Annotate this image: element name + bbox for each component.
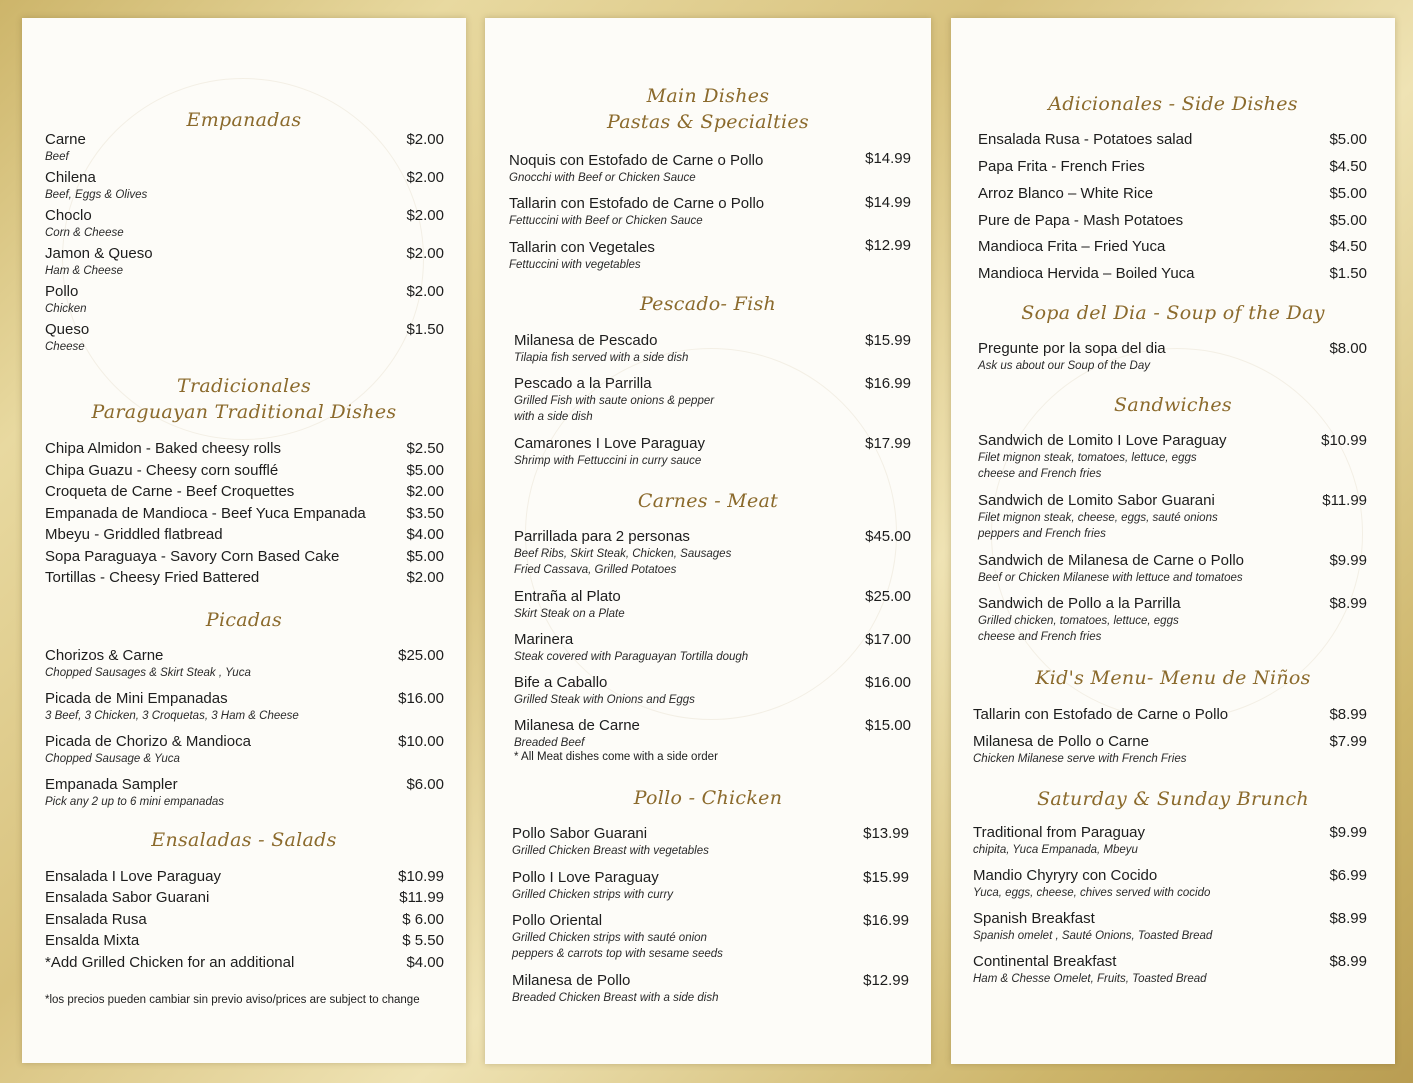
menu-item xyxy=(514,332,688,366)
menu-item xyxy=(973,953,1207,987)
menu-item-description: Shrimp with Fettuccini in curry sauce xyxy=(514,455,702,467)
menu-item xyxy=(514,588,625,622)
menu-item-price: $15.99 xyxy=(865,332,911,349)
menu-item-price: $8.99 xyxy=(1329,595,1367,612)
menu-item-description: Fettuccini with Beef or Chicken Sauce xyxy=(509,215,703,227)
menu-item xyxy=(973,733,1186,767)
menu-item-name: Pollo xyxy=(45,283,79,300)
menu-item-price: $16.00 xyxy=(398,690,444,707)
menu-item xyxy=(512,869,673,903)
menu-item-price: $5.00 xyxy=(406,548,444,565)
menu-item xyxy=(509,152,763,186)
menu-item-price: $12.99 xyxy=(863,972,909,989)
menu-item-price: $5.00 xyxy=(1329,185,1367,202)
meat-side-note: * All Meat dishes come with a side order xyxy=(514,751,718,763)
menu-item-description: Pick any 2 up to 6 mini empanadas xyxy=(45,796,224,808)
menu-item-price: $8.99 xyxy=(1329,910,1367,927)
menu-item-description: Chicken xyxy=(45,303,87,315)
menu-item-description: Beef, Eggs & Olives xyxy=(45,189,148,201)
menu-item xyxy=(514,435,705,469)
menu-item-name: Mandio Chyryry con Cocido xyxy=(973,867,1158,884)
menu-item-description: Fettuccini with vegetables xyxy=(509,259,641,271)
menu-item-description: Beef Ribs, Skirt Steak, Chicken, Sausages xyxy=(514,548,732,560)
menu-item-name: Milanesa de Pescado xyxy=(514,332,658,349)
menu-item xyxy=(978,432,1227,482)
section-title-traditional: Tradicionales xyxy=(176,375,311,397)
menu-item: Chipa Guazu - Cheesy corn soufflé xyxy=(45,462,279,479)
menu-item-description: Gnocchi with Beef or Chicken Sauce xyxy=(509,172,696,184)
menu-item-price: $6.99 xyxy=(1329,867,1367,884)
section-title-sides: Adicionales - Side Dishes xyxy=(1048,93,1298,115)
menu-item-price: $5.00 xyxy=(1329,131,1367,148)
menu-item-name: Sandwich de Lomito Sabor Guarani xyxy=(978,492,1215,509)
menu-item: Tortillas - Cheesy Fried Battered xyxy=(45,569,260,586)
menu-item: Ensalada Rusa xyxy=(45,911,147,928)
menu-item-price: $5.00 xyxy=(406,462,444,479)
menu-panel-center xyxy=(485,18,931,1064)
menu-item-name: Pollo Oriental xyxy=(512,912,603,929)
menu-item-name: Empanada Sampler xyxy=(45,776,178,793)
menu-item-price: $14.99 xyxy=(865,194,911,211)
menu-item-description: cheese and French fries xyxy=(978,631,1102,643)
menu-item xyxy=(45,647,251,681)
section-title-empanadas: Empanadas xyxy=(186,109,302,131)
menu-item-name: Spanish Breakfast xyxy=(973,910,1095,927)
section-title-fish: Pescado- Fish xyxy=(639,293,777,315)
menu-item-name: Chorizos & Carne xyxy=(45,647,164,664)
menu-item-description: Breaded Chicken Breast with a side dish xyxy=(512,992,719,1004)
menu-item-price: $3.50 xyxy=(406,505,444,522)
menu-item xyxy=(45,207,124,241)
menu-item-price: $1.50 xyxy=(1329,265,1367,282)
menu-item-name: Milanesa de Pollo o Carne xyxy=(973,733,1149,750)
menu-item-price: $2.00 xyxy=(406,131,444,148)
menu-item-price: $16.99 xyxy=(863,912,909,929)
section-title-chicken: Pollo - Chicken xyxy=(633,787,783,809)
menu-item-price: $2.00 xyxy=(406,207,444,224)
menu-item xyxy=(509,195,764,229)
menu-item-description: Beef or Chicken Milanese with lettuce and tomatoes xyxy=(978,572,1243,584)
menu-item-price: $6.00 xyxy=(406,776,444,793)
menu-item-name: Milanesa de Carne xyxy=(514,717,640,734)
menu-item-price: $13.99 xyxy=(863,825,909,842)
menu-item: Mandioca Frita – Fried Yuca xyxy=(978,238,1166,255)
menu-item-name: Entraña al Plato xyxy=(514,588,621,605)
menu-item-price: $11.99 xyxy=(399,889,444,906)
menu-item-description: Grilled Fish with saute onions & pepper xyxy=(514,395,715,407)
menu-item-name: Choclo xyxy=(45,207,92,224)
menu-item xyxy=(45,131,86,165)
menu-item-name: Sandwich de Pollo a la Parrilla xyxy=(978,595,1181,612)
menu-item xyxy=(512,912,723,962)
menu-item-description: Grilled Chicken strips with curry xyxy=(512,889,674,901)
menu-item-price: $16.00 xyxy=(865,674,911,691)
menu-item-description: Grilled chicken, tomatoes, lettuce, eggs xyxy=(978,615,1179,627)
menu-item-name: Picada de Chorizo & Mandioca xyxy=(45,733,251,750)
menu-item-description: Ask us about our Soup of the Day xyxy=(978,360,1150,372)
menu-item-name: Continental Breakfast xyxy=(973,953,1117,970)
menu-item-name: Pregunte por la sopa del dia xyxy=(978,340,1166,357)
menu-item-price: $25.00 xyxy=(398,647,444,664)
menu-item-name: Milanesa de Pollo xyxy=(512,972,631,989)
menu-item-description: Fried Cassava, Grilled Potatoes xyxy=(514,564,677,576)
menu-item xyxy=(512,972,718,1006)
menu-item-description: Tilapia fish served with a side dish xyxy=(514,352,689,364)
menu-item: Ensalada Sabor Guarani xyxy=(45,889,210,906)
section-title-soup: Sopa del Dia - Soup of the Day xyxy=(1021,302,1325,324)
menu-item-price: $25.00 xyxy=(865,588,911,605)
menu-item-price: $17.00 xyxy=(865,631,911,648)
menu-item-price: $8.00 xyxy=(1329,340,1367,357)
menu-item xyxy=(45,169,147,203)
menu-item xyxy=(514,631,748,665)
menu-item-price: $12.99 xyxy=(865,237,911,254)
menu-item-price: $45.00 xyxy=(865,528,911,545)
menu-item-description: 3 Beef, 3 Chicken, 3 Croquetas, 3 Ham & Cheese xyxy=(45,710,299,722)
menu-item-description: Grilled Chicken Breast with vegetables xyxy=(512,845,709,857)
menu-item-description: Yuca, eggs, cheese, chives served with cocido xyxy=(973,887,1211,899)
menu-item-description: peppers & carrots top with sesame seeds xyxy=(512,948,723,960)
menu-item xyxy=(45,283,87,317)
section-title-brunch: Saturday & Sunday Brunch xyxy=(1037,788,1309,810)
menu-item-description: Filet mignon steak, cheese, eggs, sauté onions xyxy=(978,512,1218,524)
menu-item-price: $15.00 xyxy=(865,717,911,734)
menu-item-price: $5.00 xyxy=(1329,212,1367,229)
menu-item: Mbeyu - Griddled flatbread xyxy=(45,526,223,543)
menu-item-price: $9.99 xyxy=(1329,552,1367,569)
section-title-picadas: Picadas xyxy=(205,609,283,631)
menu-item xyxy=(45,690,299,724)
menu-item-price: $4.00 xyxy=(406,954,444,971)
menu-item xyxy=(973,706,1228,724)
menu-item-description: Steak covered with Paraguayan Tortilla dough xyxy=(514,651,749,663)
menu-item-price: $1.50 xyxy=(406,321,444,338)
menu-item-description: Spanish omelet , Sauté Onions, Toasted Bread xyxy=(973,930,1213,942)
menu-item-description: Chicken Milanese serve with French Fries xyxy=(973,753,1187,765)
menu-item: Pure de Papa - Mash Potatoes xyxy=(978,212,1184,229)
menu-item-name: Jamon & Queso xyxy=(45,245,153,262)
menu-item: Empanada de Mandioca - Beef Yuca Empanada xyxy=(45,505,366,522)
menu-item: Arroz Blanco – White Rice xyxy=(978,185,1154,202)
menu-item-price: $9.99 xyxy=(1329,824,1367,841)
menu-item-price: $8.99 xyxy=(1329,953,1367,970)
menu-item xyxy=(514,528,731,578)
menu-item-price: $2.00 xyxy=(406,569,444,586)
menu-item: Mandioca Hervida – Boiled Yuca xyxy=(978,265,1195,282)
menu-item-price: $10.99 xyxy=(1321,432,1367,449)
menu-item-name: Sandwich de Milanesa de Carne o Pollo xyxy=(978,552,1244,569)
section-title-main-dishes: Main Dishes xyxy=(646,85,770,107)
menu-item-price: $15.99 xyxy=(863,869,909,886)
menu-item-name: Camarones I Love Paraguay xyxy=(514,435,705,452)
menu-item-name: Bife a Caballo xyxy=(514,674,608,691)
menu-item-name: Noquis con Estofado de Carne o Pollo xyxy=(509,152,764,169)
section-title-meat: Carnes - Meat xyxy=(637,490,779,512)
menu-item-description: peppers and French fries xyxy=(978,528,1106,540)
menu-item-price: $4.50 xyxy=(1329,158,1367,175)
menu-item-price: $ 5.50 xyxy=(402,932,444,949)
menu-item-name: Pollo I Love Paraguay xyxy=(512,869,659,886)
section-subtitle-traditional: Paraguayan Traditional Dishes xyxy=(91,401,397,423)
menu-item-price: $4.00 xyxy=(406,526,444,543)
section-title-kids: Kid's Menu- Menu de Niños xyxy=(1035,667,1311,689)
menu-item-price: $11.99 xyxy=(1322,492,1367,509)
menu-item xyxy=(45,321,89,355)
menu-item-description: with a side dish xyxy=(514,411,593,423)
menu-item xyxy=(978,595,1181,645)
menu-item-price: $8.99 xyxy=(1329,706,1367,723)
menu-item xyxy=(45,245,153,279)
menu-item-description: Skirt Steak on a Plate xyxy=(514,608,625,620)
menu-item-name: Tallarin con Estofado de Carne o Pollo xyxy=(509,195,765,212)
menu-item-price: $10.00 xyxy=(398,733,444,750)
menu-item-name: Chilena xyxy=(45,169,96,186)
menu-item-price: $ 6.00 xyxy=(402,911,444,928)
menu-item-price: $10.99 xyxy=(398,868,444,885)
menu-item: *Add Grilled Chicken for an additional xyxy=(45,954,295,971)
menu-item-price: $2.00 xyxy=(406,283,444,300)
menu-item: Sopa Paraguaya - Savory Corn Based Cake xyxy=(45,548,340,565)
menu-item-price: $7.99 xyxy=(1329,733,1367,750)
menu-item xyxy=(978,492,1218,542)
menu-item-description: Corn & Cheese xyxy=(45,227,124,239)
menu-item-description: Breaded Beef xyxy=(514,737,585,749)
menu-item-description: Chopped Sausage & Yuca xyxy=(45,753,180,765)
menu-item: Ensalada I Love Paraguay xyxy=(45,868,221,885)
menu-item xyxy=(509,239,655,273)
menu-item-description: Grilled Steak with Onions and Eggs xyxy=(514,694,695,706)
menu-item-description: Ham & Cheese xyxy=(45,265,123,277)
menu-item-name: Pescado a la Parrilla xyxy=(514,375,652,392)
menu-item: Chipa Almidon - Baked cheesy rolls xyxy=(45,440,281,457)
menu-panel-left xyxy=(22,18,466,1063)
menu-item-name: Picada de Mini Empanadas xyxy=(45,690,228,707)
section-title-sandwiches: Sandwiches xyxy=(1114,394,1232,416)
menu-item-name: Traditional from Paraguay xyxy=(973,824,1146,841)
menu-item xyxy=(514,375,714,425)
section-title-salads: Ensaladas - Salads xyxy=(151,829,337,851)
menu-item-name: Marinera xyxy=(514,631,574,648)
menu-item-name: Tallarin con Vegetales xyxy=(509,239,655,256)
menu-item-name: Carne xyxy=(45,131,86,148)
menu-item-price: $16.99 xyxy=(865,375,911,392)
menu-item-price: $4.50 xyxy=(1329,238,1367,255)
menu-item-name: Sandwich de Lomito I Love Paraguay xyxy=(978,432,1227,449)
menu-item-name: Parrillada para 2 personas xyxy=(514,528,690,545)
menu-item xyxy=(512,825,709,859)
section-subtitle-main-dishes: Pastas & Specialties xyxy=(607,111,809,133)
menu-item-price: $2.50 xyxy=(406,440,444,457)
menu-item-description: chipita, Yuca Empanada, Mbeyu xyxy=(973,844,1138,856)
menu-item-description: Filet mignon steak, tomatoes, lettuce, eggs xyxy=(978,452,1197,464)
menu-item-name: Queso xyxy=(45,321,90,338)
menu-item-price: $2.00 xyxy=(406,245,444,262)
menu-item-description: Beef xyxy=(45,151,69,163)
price-disclaimer: *los precios pueden cambiar sin previo aviso/prices are subject to change xyxy=(45,994,420,1006)
menu-item-description: Ham & Chesse Omelet, Fruits, Toasted Bread xyxy=(973,973,1207,985)
menu-item xyxy=(978,552,1244,586)
menu-item: Papa Frita - French Fries xyxy=(978,158,1145,175)
menu-item xyxy=(514,717,640,751)
menu-item xyxy=(45,733,251,767)
menu-item-price: $14.99 xyxy=(865,150,911,167)
menu-item-price: $2.00 xyxy=(406,169,444,186)
menu-panel-right xyxy=(951,18,1395,1064)
menu-item xyxy=(514,674,695,708)
menu-item-name: Pollo Sabor Guarani xyxy=(512,825,648,842)
menu-item-price: $2.00 xyxy=(406,483,444,500)
menu-item xyxy=(973,867,1210,901)
menu-item-name: Tallarin con Estofado de Carne o Pollo xyxy=(973,706,1229,723)
menu-item: Ensalada Rusa - Potatoes salad xyxy=(978,131,1193,148)
menu-item-price: $17.99 xyxy=(865,435,911,452)
menu-item xyxy=(973,910,1212,944)
menu-item xyxy=(973,824,1145,858)
menu-item-description: Chopped Sausages & Skirt Steak , Yuca xyxy=(45,667,251,679)
menu-item-description: Cheese xyxy=(45,341,85,353)
menu-item: Ensalda Mixta xyxy=(45,932,140,949)
menu-item-description: Grilled Chicken strips with sauté onion xyxy=(512,932,707,944)
menu-item-description: cheese and French fries xyxy=(978,468,1102,480)
menu-item: Croqueta de Carne - Beef Croquettes xyxy=(45,483,295,500)
menu-item xyxy=(45,776,224,810)
menu-item xyxy=(978,340,1166,374)
